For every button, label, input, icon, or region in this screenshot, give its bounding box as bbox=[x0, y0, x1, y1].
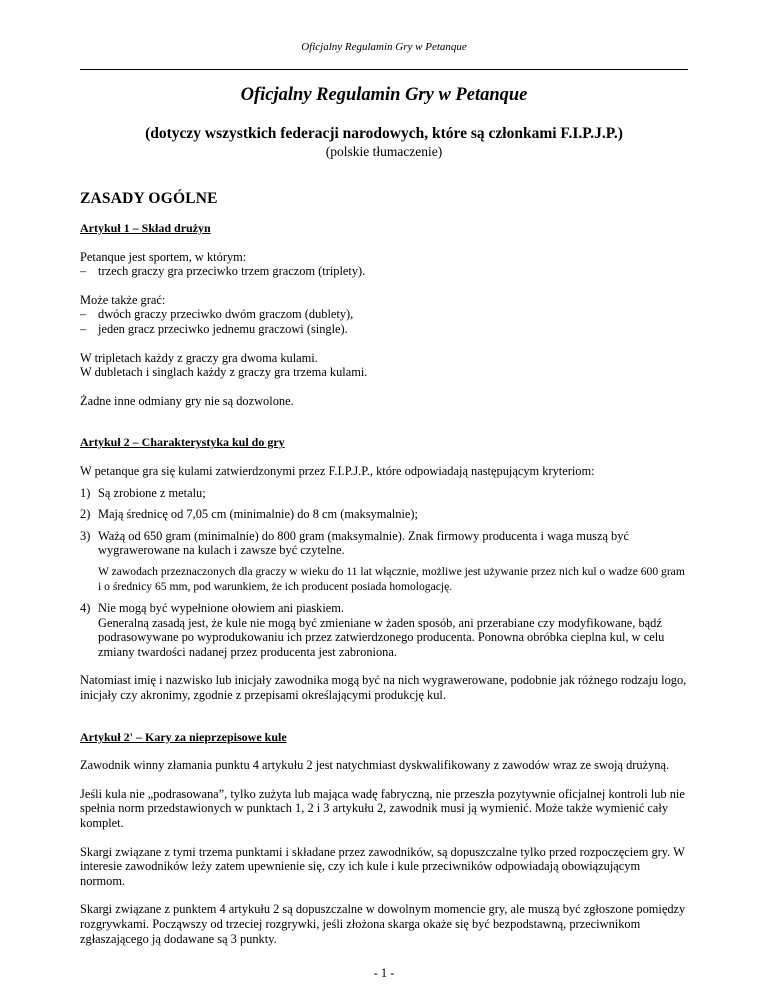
article-1-also: Może także grać: bbox=[80, 292, 166, 307]
dash-marker: – bbox=[80, 264, 87, 279]
criteria-item bbox=[80, 486, 688, 501]
article-2-heading: Artykuł 2 – Charakterystyka kul do gry bbox=[80, 435, 285, 450]
youth-note: W zawodach przeznaczonych dla graczy w wieku do 11 lat włącznie, możliwe jest używanie przez nich kul o wadze 600 gram i o średnicy 65 mm, pod warunkiem, że ich producent posiada homologację. bbox=[98, 564, 685, 593]
running-header: Oficjalny Regulamin Gry w Petanque bbox=[301, 41, 467, 53]
header-rule bbox=[80, 69, 688, 70]
list-item-text: trzech graczy gra przeciwko trzem graczom (triplety). bbox=[98, 264, 366, 279]
list-item-text: dwóch graczy przeciwko dwóm graczom (dublety), bbox=[98, 307, 354, 322]
article-2b-paragraph: Zawodnik winny złamania punktu 4 artykułu 2 jest natychmiast dyskwalifikowany z zawodów wraz ze swoją drużyną. bbox=[80, 758, 670, 773]
article-2b-paragraph: Skargi związane z tymi trzema punktami i składane przez zawodników, są dopuszczalne tylko przed rozpoczęciem gry. W interesie zawodników leży zatem upewnienie się, czy ich kule i kule przeciwników odpowiadają obowiązującym normom. bbox=[80, 844, 685, 888]
article-2-intro: W petanque gra się kulami zatwierdzonymi przez F.I.P.J.P., które odpowiadają następującym kryteriom: bbox=[80, 463, 595, 478]
article-1-balls-doubles: W dubletach i singlach każdy z graczy gra trzema kulami. bbox=[80, 365, 368, 380]
criteria-text: Nie mogą być wypełnione ołowiem ani piaskiem. bbox=[98, 601, 345, 616]
article-1-balls-triplets: W tripletach każdy z graczy gra dwoma kulami. bbox=[80, 350, 318, 365]
dash-marker: – bbox=[80, 307, 87, 322]
document-title: Oficjalny Regulamin Gry w Petanque bbox=[240, 85, 528, 105]
criteria-number: 4) bbox=[80, 601, 91, 616]
article-1-heading: Artykuł 1 – Skład drużyn bbox=[80, 221, 211, 235]
criteria-item bbox=[80, 507, 688, 522]
criteria-number: 1) bbox=[80, 485, 91, 500]
article-2b-paragraph: Jeśli kula nie „podrasowana”, tylko zużyta lub mająca wadę fabryczną, nie przeszła pozytywnie oficjalnej kontroli lub nie spełnia norm przedstawionych w punktach 1, 2 i 3 artykułu 2, zawodnik musi ją wymienić. Może także wymienić cały komplet. bbox=[80, 786, 685, 831]
criteria-number: 3) bbox=[80, 528, 91, 543]
article-1-intro: Petanque jest sportem, w którym: bbox=[80, 249, 247, 264]
section-heading: ZASADY OGÓLNE bbox=[80, 190, 218, 207]
page-number: - 1 - bbox=[373, 966, 395, 980]
list-item-text: jeden gracz przeciwko jednemu graczowi (single). bbox=[98, 321, 348, 336]
criteria-item bbox=[80, 601, 688, 616]
general-rule: Generalną zasadą jest, że kule nie mogą być zmieniane w żaden sposób, ani przerabiane czy modyfikowane, bądź podrasowywane po wyprodukowaniu ich przez zatwierdzonego producenta. Ponowna obróbka cieplna kul, w celu zmiany twardości nadanej przez producenta jest zabroniona. bbox=[98, 615, 665, 659]
article-1-note: Żadne inne odmiany gry nie są dozwolone. bbox=[80, 393, 294, 408]
document-subtitle: (dotyczy wszystkich federacji narodowych, które są członkami F.I.P.J.P.) bbox=[145, 125, 623, 142]
criteria-number: 2) bbox=[80, 507, 91, 522]
document-body bbox=[80, 84, 688, 946]
list-item bbox=[80, 322, 688, 337]
criteria-text: Ważą od 650 gram (minimalnie) do 800 gram (maksymalnie). Znak firmowy producenta i waga muszą być wygrawerowane na kulach i zawsze być czytelne. bbox=[98, 528, 629, 558]
translation-note: (polskie tłumaczenie) bbox=[325, 144, 443, 159]
dash-marker: – bbox=[80, 321, 87, 336]
criteria-item bbox=[80, 529, 688, 558]
article-2b-paragraph: Skargi związane z punktem 4 artykułu 2 są dopuszczalne w dowolnym momencie gry, ale muszą być zgłoszone pomiędzy rozgrywkami. Począwszy od trzeciej rozgrywki, jeśli złożona skarga okaże się być bezpodstawną, przeciwnikom zgłaszającego ją dodawane są 3 punkty. bbox=[80, 902, 686, 946]
engraving-note: Natomiast imię i nazwisko lub inicjały zawodnika mogą być na nich wygrawerowane, podobnie jak różnego rodzaju logo, inicjały czy akronimy, zgodnie z przepisami określającymi produkcję kul. bbox=[80, 673, 687, 703]
list-item bbox=[80, 264, 688, 279]
list-item bbox=[80, 307, 688, 322]
criteria-text: Są zrobione z metalu; bbox=[98, 485, 206, 500]
article-2b-heading: Artykuł 2' – Kary za nieprzepisowe kule bbox=[80, 729, 287, 744]
criteria-text: Mają średnicę od 7,05 cm (minimalnie) do 8 cm (maksymalnie); bbox=[98, 507, 419, 522]
